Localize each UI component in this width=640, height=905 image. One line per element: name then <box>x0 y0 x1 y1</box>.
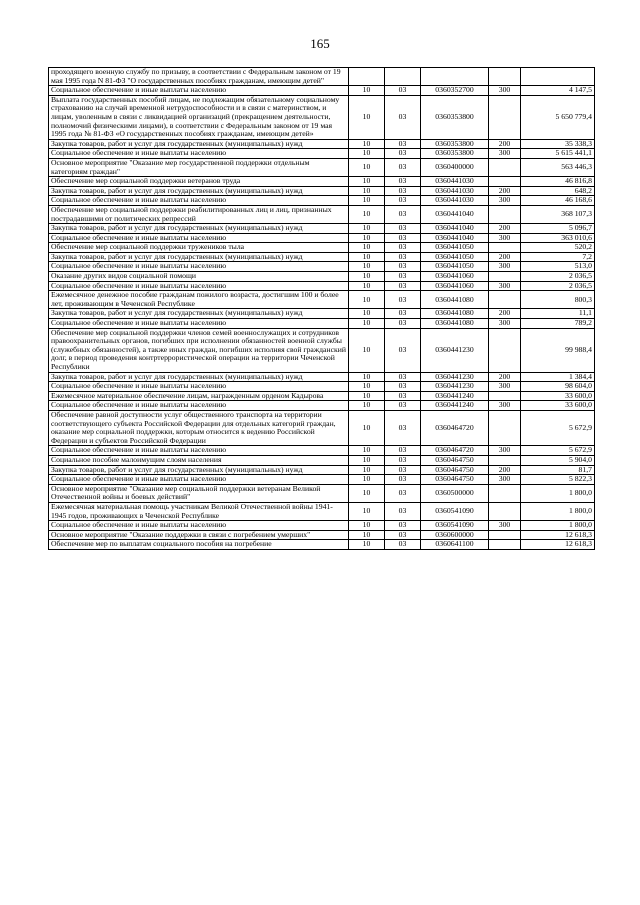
row-amount-cell: 12 618,3 <box>521 540 595 550</box>
row-target-article-cell: 0360541090 <box>421 521 489 531</box>
table-row <box>49 319 595 329</box>
row-expense-type-cell: 300 <box>489 233 521 243</box>
row-expense-type-cell <box>489 243 521 253</box>
row-subsection-cell: 03 <box>385 139 421 149</box>
row-section-cell: 10 <box>349 455 385 465</box>
table-row <box>49 281 595 291</box>
row-section-cell: 10 <box>349 502 385 520</box>
row-name-cell: Обеспечение мер социальной поддержки реабилитированных лиц и лиц, признанных пострадавшими от политических репрессий <box>49 205 349 223</box>
row-target-article-cell: 0360353800 <box>421 149 489 159</box>
row-amount-cell: 1 800,0 <box>521 502 595 520</box>
row-subsection-cell: 03 <box>385 475 421 485</box>
row-target-article-cell: 0360441240 <box>421 401 489 411</box>
table-row <box>49 86 595 96</box>
row-name-cell: Социальное пособие малоимущим слоям населения <box>49 455 349 465</box>
row-target-article-cell: 0360441230 <box>421 382 489 392</box>
row-target-article-cell: 0360441230 <box>421 328 489 372</box>
table-row <box>49 233 595 243</box>
row-amount-cell: 35 338,3 <box>521 139 595 149</box>
row-expense-type-cell: 300 <box>489 446 521 456</box>
row-amount-cell: 4 147,5 <box>521 86 595 96</box>
table-row <box>49 262 595 272</box>
row-subsection-cell: 03 <box>385 177 421 187</box>
row-name-cell: Социальное обеспечение и иные выплаты населению <box>49 262 349 272</box>
row-name-cell: Закупка товаров, работ и услуг для государственных (муниципальных) нужд <box>49 224 349 234</box>
row-expense-type-cell: 300 <box>489 382 521 392</box>
row-name-cell: проходящего военную службу по призыву, в соответствии с Федеральным законом от 19 мая 1995 года N 81-ФЗ "О государственных пособиях гражданам, имеющим детей" <box>49 68 349 86</box>
table-row <box>49 158 595 176</box>
row-amount-cell: 7,2 <box>521 252 595 262</box>
row-name-cell: Ежемесячная материальная помощь участникам Великой Отечественной войны 1941-1945 годов, проживающих в Чеченской Республике <box>49 502 349 520</box>
row-amount-cell: 368 107,3 <box>521 205 595 223</box>
page-number: 165 <box>310 36 330 51</box>
row-name-cell: Социальное обеспечение и иные выплаты населению <box>49 196 349 206</box>
table-row <box>49 530 595 540</box>
row-subsection-cell: 03 <box>385 530 421 540</box>
table-row <box>49 149 595 159</box>
row-section-cell: 10 <box>349 372 385 382</box>
row-expense-type-cell: 300 <box>489 319 521 329</box>
row-section-cell: 10 <box>349 95 385 139</box>
row-subsection-cell: 03 <box>385 291 421 309</box>
row-target-article-cell: 0360353800 <box>421 95 489 139</box>
row-expense-type-cell <box>489 540 521 550</box>
row-expense-type-cell <box>489 484 521 502</box>
row-section-cell: 10 <box>349 139 385 149</box>
table-row <box>49 401 595 411</box>
row-amount-cell: 81,7 <box>521 465 595 475</box>
row-amount-cell: 5 615 441,1 <box>521 149 595 159</box>
table-row <box>49 540 595 550</box>
row-expense-type-cell <box>489 291 521 309</box>
row-expense-type-cell: 300 <box>489 521 521 531</box>
row-section-cell: 10 <box>349 186 385 196</box>
row-section-cell: 10 <box>349 86 385 96</box>
row-subsection-cell: 03 <box>385 540 421 550</box>
row-target-article-cell: 0360441050 <box>421 252 489 262</box>
row-subsection-cell: 03 <box>385 158 421 176</box>
table-row <box>49 196 595 206</box>
row-target-article-cell: 0360441080 <box>421 291 489 309</box>
table-row <box>49 309 595 319</box>
row-name-cell: Обеспечение мер социальной поддержки ветеранов труда <box>49 177 349 187</box>
table-row <box>49 372 595 382</box>
row-amount-cell: 2 036,5 <box>521 272 595 282</box>
row-name-cell: Закупка товаров, работ и услуг для государственных (муниципальных) нужд <box>49 186 349 196</box>
row-subsection-cell: 03 <box>385 521 421 531</box>
table-row <box>49 205 595 223</box>
table-row <box>49 484 595 502</box>
table-row <box>49 391 595 401</box>
row-name-cell: Социальное обеспечение и иные выплаты населению <box>49 446 349 456</box>
row-target-article-cell: 0360441030 <box>421 196 489 206</box>
row-name-cell: Социальное обеспечение и иные выплаты населению <box>49 521 349 531</box>
row-name-cell: Выплата государственных пособий лицам, не подлежащим обязательному социальному страхованию на случай временной нетрудоспособности и в связи с материнством, и лицам, уволенным в связи с ликвидацией организаций (прекращением деятельности, полномочий физическими лицами), в соответствии с Федеральным законом от 19 мая 1995 года № 81-ФЗ «О государственных пособиях гражданам, имеющим детей» <box>49 95 349 139</box>
row-amount-cell: 5 672,9 <box>521 410 595 445</box>
row-name-cell: Основное мероприятие "Оказание поддержки в связи с погребением умерших" <box>49 530 349 540</box>
row-expense-type-cell <box>489 328 521 372</box>
row-amount-cell: 5 096,7 <box>521 224 595 234</box>
row-target-article-cell: 0360541090 <box>421 502 489 520</box>
table-row <box>49 224 595 234</box>
row-name-cell: Закупка товаров, работ и услуг для государственных (муниципальных) нужд <box>49 309 349 319</box>
row-subsection-cell: 03 <box>385 95 421 139</box>
row-subsection-cell: 03 <box>385 484 421 502</box>
row-expense-type-cell: 300 <box>489 149 521 159</box>
row-section-cell: 10 <box>349 319 385 329</box>
row-subsection-cell: 03 <box>385 502 421 520</box>
row-amount-cell: 1 800,0 <box>521 484 595 502</box>
row-amount-cell: 563 446,3 <box>521 158 595 176</box>
row-name-cell: Социальное обеспечение и иные выплаты населению <box>49 401 349 411</box>
row-target-article-cell: 0360464750 <box>421 465 489 475</box>
row-amount-cell: 789,2 <box>521 319 595 329</box>
row-section-cell: 10 <box>349 328 385 372</box>
row-section-cell: 10 <box>349 158 385 176</box>
table-row <box>49 502 595 520</box>
row-expense-type-cell <box>489 391 521 401</box>
row-name-cell: Социальное обеспечение и иные выплаты населению <box>49 86 349 96</box>
row-section-cell: 10 <box>349 410 385 445</box>
row-amount-cell: 1 384,4 <box>521 372 595 382</box>
row-expense-type-cell: 300 <box>489 262 521 272</box>
row-subsection-cell: 03 <box>385 455 421 465</box>
row-amount-cell: 520,2 <box>521 243 595 253</box>
row-subsection-cell: 03 <box>385 410 421 445</box>
row-target-article-cell: 0360441240 <box>421 391 489 401</box>
row-amount-cell: 12 618,3 <box>521 530 595 540</box>
row-subsection-cell: 03 <box>385 465 421 475</box>
row-amount-cell: 46 168,6 <box>521 196 595 206</box>
row-expense-type-cell <box>489 455 521 465</box>
row-subsection-cell: 03 <box>385 86 421 96</box>
row-target-article-cell: 0360441040 <box>421 233 489 243</box>
row-expense-type-cell: 200 <box>489 465 521 475</box>
row-section-cell: 10 <box>349 291 385 309</box>
row-target-article-cell: 0360400000 <box>421 158 489 176</box>
row-expense-type-cell <box>489 68 521 86</box>
row-amount-cell: 99 988,4 <box>521 328 595 372</box>
row-name-cell: Оказание других видов социальной помощи <box>49 272 349 282</box>
row-expense-type-cell: 200 <box>489 186 521 196</box>
row-name-cell: Основное мероприятие "Оказание мер социальной поддержки ветеранам Великой Отечественной войны и боевых действий" <box>49 484 349 502</box>
budget-table <box>48 67 595 550</box>
row-target-article-cell: 0360441080 <box>421 309 489 319</box>
table-row <box>49 410 595 445</box>
budget-table-body <box>49 68 595 550</box>
row-expense-type-cell <box>489 410 521 445</box>
row-expense-type-cell <box>489 158 521 176</box>
table-row <box>49 328 595 372</box>
row-subsection-cell: 03 <box>385 252 421 262</box>
row-subsection-cell: 03 <box>385 205 421 223</box>
table-row <box>49 291 595 309</box>
row-target-article-cell: 0360600000 <box>421 530 489 540</box>
row-section-cell <box>349 68 385 86</box>
row-target-article-cell: 0360464720 <box>421 410 489 445</box>
row-section-cell: 10 <box>349 401 385 411</box>
row-expense-type-cell: 300 <box>489 401 521 411</box>
row-section-cell: 10 <box>349 224 385 234</box>
row-expense-type-cell: 200 <box>489 372 521 382</box>
row-amount-cell: 5 904,0 <box>521 455 595 465</box>
row-section-cell: 10 <box>349 233 385 243</box>
row-section-cell: 10 <box>349 382 385 392</box>
row-amount-cell: 46 816,8 <box>521 177 595 187</box>
row-amount-cell: 648,2 <box>521 186 595 196</box>
row-subsection-cell: 03 <box>385 328 421 372</box>
row-expense-type-cell <box>489 95 521 139</box>
row-subsection-cell <box>385 68 421 86</box>
table-row <box>49 95 595 139</box>
row-name-cell: Социальное обеспечение и иные выплаты населению <box>49 319 349 329</box>
row-name-cell: Закупка товаров, работ и услуг для государственных (муниципальных) нужд <box>49 139 349 149</box>
row-section-cell: 10 <box>349 205 385 223</box>
row-subsection-cell: 03 <box>385 272 421 282</box>
row-name-cell: Закупка товаров, работ и услуг для государственных (муниципальных) нужд <box>49 372 349 382</box>
row-expense-type-cell: 200 <box>489 139 521 149</box>
row-section-cell: 10 <box>349 196 385 206</box>
table-row <box>49 139 595 149</box>
row-name-cell: Закупка товаров, работ и услуг для государственных (муниципальных) нужд <box>49 252 349 262</box>
row-subsection-cell: 03 <box>385 233 421 243</box>
row-target-article-cell: 0360641100 <box>421 540 489 550</box>
row-expense-type-cell: 300 <box>489 281 521 291</box>
row-section-cell: 10 <box>349 262 385 272</box>
row-subsection-cell: 03 <box>385 196 421 206</box>
row-amount-cell: 5 672,9 <box>521 446 595 456</box>
row-target-article-cell: 0360441040 <box>421 224 489 234</box>
row-amount-cell: 33 600,0 <box>521 391 595 401</box>
row-section-cell: 10 <box>349 484 385 502</box>
row-name-cell: Обеспечение мер социальной поддержки тружеников тыла <box>49 243 349 253</box>
row-name-cell: Ежемесячное материальное обеспечение лицам, награжденным орденом Кадырова <box>49 391 349 401</box>
row-section-cell: 10 <box>349 521 385 531</box>
row-subsection-cell: 03 <box>385 391 421 401</box>
row-section-cell: 10 <box>349 530 385 540</box>
row-amount-cell: 5 822,3 <box>521 475 595 485</box>
table-row <box>49 446 595 456</box>
row-subsection-cell: 03 <box>385 446 421 456</box>
row-subsection-cell: 03 <box>385 149 421 159</box>
row-target-article-cell: 0360441050 <box>421 243 489 253</box>
row-target-article-cell: 0360441030 <box>421 177 489 187</box>
row-target-article-cell: 0360500000 <box>421 484 489 502</box>
row-subsection-cell: 03 <box>385 382 421 392</box>
row-amount-cell: 5 650 779,4 <box>521 95 595 139</box>
row-section-cell: 10 <box>349 149 385 159</box>
row-name-cell: Социальное обеспечение и иные выплаты населению <box>49 475 349 485</box>
row-subsection-cell: 03 <box>385 372 421 382</box>
row-subsection-cell: 03 <box>385 262 421 272</box>
row-name-cell: Социальное обеспечение и иные выплаты населению <box>49 233 349 243</box>
row-target-article-cell: 0360441060 <box>421 281 489 291</box>
row-expense-type-cell <box>489 530 521 540</box>
row-target-article-cell: 0360441230 <box>421 372 489 382</box>
row-target-article-cell: 0360441030 <box>421 186 489 196</box>
row-section-cell: 10 <box>349 446 385 456</box>
row-subsection-cell: 03 <box>385 243 421 253</box>
table-row <box>49 521 595 531</box>
table-row <box>49 177 595 187</box>
row-subsection-cell: 03 <box>385 224 421 234</box>
row-subsection-cell: 03 <box>385 309 421 319</box>
row-target-article-cell: 0360441050 <box>421 262 489 272</box>
row-expense-type-cell: 200 <box>489 309 521 319</box>
row-name-cell: Обеспечение мер социальной поддержки членов семей военнослужащих и сотрудников правоохранительных органов, погибших при исполнении обязанностей военной службы (служебных обязанностей), а также иных граждан, погибших исполняя свой гражданский долг, в период проведения контртеррористической операции на территории Чеченской Республики <box>49 328 349 372</box>
row-amount-cell <box>521 68 595 86</box>
row-expense-type-cell <box>489 177 521 187</box>
row-section-cell: 10 <box>349 475 385 485</box>
row-target-article-cell <box>421 68 489 86</box>
row-expense-type-cell <box>489 205 521 223</box>
row-amount-cell: 513,0 <box>521 262 595 272</box>
row-target-article-cell: 0360441060 <box>421 272 489 282</box>
row-target-article-cell: 0360353800 <box>421 139 489 149</box>
row-section-cell: 10 <box>349 243 385 253</box>
row-name-cell: Социальное обеспечение и иные выплаты населению <box>49 149 349 159</box>
row-target-article-cell: 0360352700 <box>421 86 489 96</box>
table-row <box>49 68 595 86</box>
row-section-cell: 10 <box>349 281 385 291</box>
row-expense-type-cell: 300 <box>489 196 521 206</box>
table-row <box>49 465 595 475</box>
row-expense-type-cell: 200 <box>489 224 521 234</box>
row-subsection-cell: 03 <box>385 281 421 291</box>
row-name-cell: Ежемесячное денежное пособие гражданам пожилого возраста, достигшим 100 и более лет, проживающим в Чеченской Республике <box>49 291 349 309</box>
row-section-cell: 10 <box>349 465 385 475</box>
row-name-cell: Обеспечение мер по выплатам социального пособия на погребение <box>49 540 349 550</box>
table-row <box>49 272 595 282</box>
row-amount-cell: 98 604,0 <box>521 382 595 392</box>
row-amount-cell: 1 800,0 <box>521 521 595 531</box>
row-section-cell: 10 <box>349 252 385 262</box>
row-target-article-cell: 0360464720 <box>421 446 489 456</box>
row-section-cell: 10 <box>349 540 385 550</box>
row-amount-cell: 11,1 <box>521 309 595 319</box>
row-section-cell: 10 <box>349 309 385 319</box>
table-row <box>49 252 595 262</box>
row-expense-type-cell <box>489 502 521 520</box>
row-target-article-cell: 0360441080 <box>421 319 489 329</box>
row-name-cell: Социальное обеспечение и иные выплаты населению <box>49 382 349 392</box>
row-amount-cell: 2 036,5 <box>521 281 595 291</box>
row-expense-type-cell: 300 <box>489 86 521 96</box>
row-name-cell: Социальное обеспечение и иные выплаты населению <box>49 281 349 291</box>
row-expense-type-cell: 300 <box>489 475 521 485</box>
row-amount-cell: 363 010,6 <box>521 233 595 243</box>
table-row <box>49 455 595 465</box>
row-amount-cell: 33 600,0 <box>521 401 595 411</box>
row-section-cell: 10 <box>349 391 385 401</box>
table-row <box>49 382 595 392</box>
row-expense-type-cell <box>489 272 521 282</box>
row-subsection-cell: 03 <box>385 186 421 196</box>
row-target-article-cell: 0360441040 <box>421 205 489 223</box>
table-row <box>49 186 595 196</box>
row-name-cell: Обеспечение равной доступности услуг общественного транспорта на территории соответствующего субъекта Российской Федерации для отдельных категорий граждан, оказание мер социальной поддержки, которым относится к ведению Российской Федерации и субъектов Российской Федерации <box>49 410 349 445</box>
row-name-cell: Закупка товаров, работ и услуг для государственных (муниципальных) нужд <box>49 465 349 475</box>
row-subsection-cell: 03 <box>385 319 421 329</box>
row-target-article-cell: 0360464750 <box>421 455 489 465</box>
row-section-cell: 10 <box>349 177 385 187</box>
row-name-cell: Основное мероприятие "Оказание мер государственной поддержки отдельным категориям граждан" <box>49 158 349 176</box>
table-row <box>49 243 595 253</box>
table-row <box>49 475 595 485</box>
row-section-cell: 10 <box>349 272 385 282</box>
row-expense-type-cell: 200 <box>489 252 521 262</box>
row-amount-cell: 800,3 <box>521 291 595 309</box>
row-target-article-cell: 0360464750 <box>421 475 489 485</box>
row-subsection-cell: 03 <box>385 401 421 411</box>
